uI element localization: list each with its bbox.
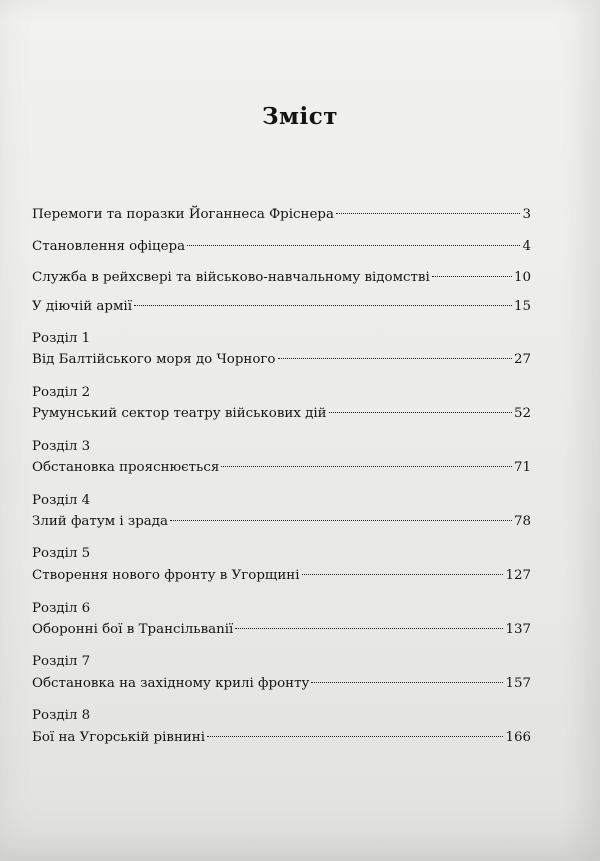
toc-entry-title: Обстановка прояснюється [32,460,220,475]
page-title: Зміст [261,103,339,130]
toc-entry [32,620,531,640]
toc-entry-page: 10 [513,270,531,285]
toc-entry-title: Становлення офіцера [32,239,186,254]
toc-entry-title: Злий фатум і зрада [32,514,169,529]
toc-entry [32,268,531,288]
toc-entry-page: 4 [522,239,531,254]
toc-entry-page: 3 [522,207,531,222]
toc-entry-page: 166 [505,730,531,745]
toc-entry-page: 127 [505,568,531,583]
chapter-label: Розділ 7 [32,654,91,669]
toc-entry-page: 71 [513,460,531,475]
toc-entry [32,205,531,225]
chapter-label: Розділ 3 [32,439,91,454]
toc-entry [32,297,531,317]
toc-entry-title: Бої на Угорській рівнині [32,730,206,745]
toc-entry [32,728,531,748]
toc-entry-title: Обстановка на західному крилі фронту [32,676,310,691]
leader-dots [432,276,512,277]
toc-entry [32,674,531,694]
chapter-label: Розділ 6 [32,601,91,616]
leader-dots [134,305,512,306]
chapter-label: Розділ 1 [32,331,91,346]
toc-entry-page: 157 [505,676,531,691]
chapter-label: Розділ 2 [32,385,91,400]
toc-entry [32,404,531,424]
leader-dots [302,574,504,575]
chapter-label: Розділ 5 [32,546,91,561]
leader-dots [311,682,503,683]
leader-dots [170,520,512,521]
leader-dots [207,736,503,737]
toc-entry [32,237,531,257]
toc-entry-title: Перемоги та поразки Йоганнеса Фріснера [32,207,334,222]
toc-entry [32,512,531,532]
toc-entry-page: 52 [513,406,531,421]
toc-entry-title: Оборонні бої в Трансільвanії [32,622,234,637]
toc-entry [32,458,531,478]
leader-dots [336,213,521,214]
leader-dots [221,466,512,467]
toc-entry-page: 27 [513,352,531,367]
toc-entry-title: У діючій армії [32,299,132,314]
leader-dots [278,358,512,359]
toc-entry-page: 78 [513,514,531,529]
toc-entry-page: 137 [505,622,531,637]
toc-entry-page: 15 [513,299,531,314]
leader-dots [187,245,520,246]
toc-entry-title: Створення нового фронту в Угорщині [32,568,300,583]
chapter-label: Розділ 4 [32,493,91,508]
chapter-label: Розділ 8 [32,708,91,723]
toc-entry-title: Служба в рейхсвері та військово-навчальному відомстві [32,270,430,285]
toc-entry-title: Румунський сектор театру військових дій [32,406,327,421]
leader-dots [235,628,503,629]
toc-entry [32,350,531,370]
toc-entry-title: Від Балтійського моря до Чорного [32,352,276,367]
toc-entry [32,566,531,586]
leader-dots [329,412,512,413]
